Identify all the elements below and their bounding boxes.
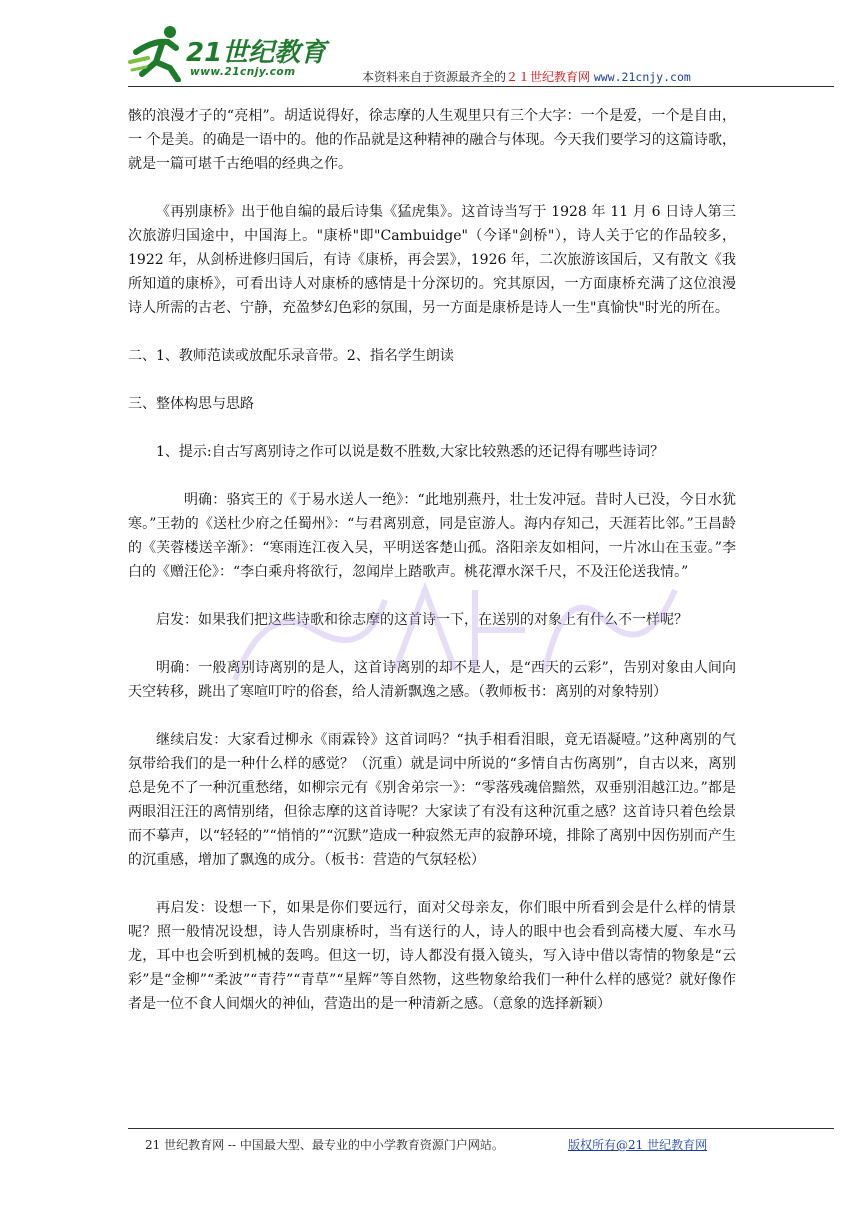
section-2-heading: 二、1、教师范读或放配乐录音带。2、指名学生朗读 — [128, 348, 454, 364]
running-figure-icon — [128, 22, 192, 82]
logo-url-text: www.21cnjy.com — [190, 66, 296, 78]
answer-2: 明确：一般离别诗离别的是人，这首诗离别的却不是人，是“西天的云彩”，告别对象由人间向天空转移，跳出了寒喧叮咛的俗套，给人清新飘逸之感。（教师板书：离别的对象特别） — [128, 660, 736, 700]
footer-description: 21 世纪教育网 -- 中国最大型、最专业的中小学教育资源门户网站。 — [145, 1138, 504, 1152]
section-3-heading: 三、整体构思与思路 — [128, 396, 254, 412]
answer-1: 明确：骆宾王的《于易水送人一绝》：“此地别燕丹，壮士发冲冠。昔时人已没，今日水犹寒。”王勃的《送杜少府之任蜀州》：“与君离别意，同是宦游人。海内存知己，天涯若比邻。”王昌龄的《芙蓉楼送辛渐》：“寒雨连江夜入吴，平明送客楚山孤。洛阳亲友如相问，一片冰山在玉壶。”李白的《赠汪伦》：“李白乘舟将欲行，忽闻岸上踏歌声。桃花潭水深千尺，不及汪伦送我情。” — [128, 492, 736, 580]
paragraph-2: 《再别康桥》出于他自编的最后诗集《猛虎集》。这首诗当写于 1928 年 11 月 6 日诗人第三次旅游归国途中，中国海上。"康桥"即"Cambuidge"（今译"剑桥"），诗人关于它的作品较多，1922 年，从剑桥进修归国后，有诗《康桥，再会罢》，1926 年，二次旅游该国后，又有散文《我所知道的康桥》，可看出诗人对康桥的感情是十分深切的。究其原因，一方面康桥充满了这位浪漫诗人所需的古老、宁静，充盈梦幻色彩的氛围，另一方面是康桥是诗人一生"真愉快"时光的所在。 — [128, 204, 736, 316]
page-header — [0, 0, 860, 92]
prompt-1: 1、提示:自古写离别诗之作可以说是数不胜数,大家比较熟悉的还记得有哪些诗词？ — [156, 444, 665, 460]
header-divider — [128, 86, 834, 87]
logo-brand-text: 21世纪教育 — [186, 38, 327, 68]
tagline-url-link[interactable]: www.21cnjy.com — [593, 70, 691, 84]
footer-divider — [128, 1128, 834, 1129]
inspire-3: 再启发：设想一下，如果是你们要远行，面对父母亲友，你们眼中所看到会是什么样的情景呢？照一般情况设想，诗人告别康桥时，当有送行的人，诗人的眼中也会看到高楼大厦、车水马龙，耳中也会听到机械的轰鸣。但这一切，诗人都没有摄入镜头，写入诗中借以寄情的物象是“云彩”是“金柳”“柔波”“青荇”“青草”“星辉”等自然物，这些物象给我们一种什么样的感觉？就好像作者是一位不食人间烟火的神仙，营造出的是一种清新之感。（意象的选择新颖） — [128, 900, 736, 1012]
document-body — [128, 104, 736, 1016]
tagline-site-link[interactable]: ２１世纪教育网 — [506, 70, 591, 84]
inspire-2: 继续启发：大家看过柳永《雨霖铃》这首词吗？“执手相看泪眼，竟无语凝噎。”这种离别的气氛带给我们的是一种什么样的感觉？（沉重）就是词中所说的“多情自古伤离别”，自古以来，离别总是免不了一种沉重愁绪，如柳宗元有《别舍弟宗一》：“零落残魂倍黯然，双垂别泪越江边。”都是两眼泪汪汪的离情别绪，但徐志摩的这首诗呢？大家读了有没有这种沉重之感？这首诗只着色绘景而不摹声，以“轻轻的”“悄悄的”“沉默”造成一种寂然无声的寂静环境，排除了离别中因伤别而产生的沉重感，增加了飘逸的成分。（板书：营造的气氛轻松） — [128, 732, 736, 868]
footer-copyright-link[interactable]: 版权所有@21 世纪教育网 — [568, 1138, 708, 1152]
paragraph-1: 骸的浪漫才子的“亮相”。胡适说得好，徐志摩的人生观里只有三个大字：一个是爱，一个是自由，一 个是美。的确是一语中的。他的作品就是这种精神的融合与体现。今天我们要学习的这篇诗歌，就是一篇可堪千古绝唱的经典之作。 — [128, 108, 736, 172]
inspire-1: 启发：如果我们把这些诗歌和徐志摩的这首诗一下，在送别的对象上有什么不一样呢？ — [156, 612, 688, 628]
site-logo[interactable] — [128, 22, 338, 82]
header-tagline — [362, 68, 691, 85]
tagline-prefix: 本资料来自于资源最齐全的 — [362, 70, 507, 84]
